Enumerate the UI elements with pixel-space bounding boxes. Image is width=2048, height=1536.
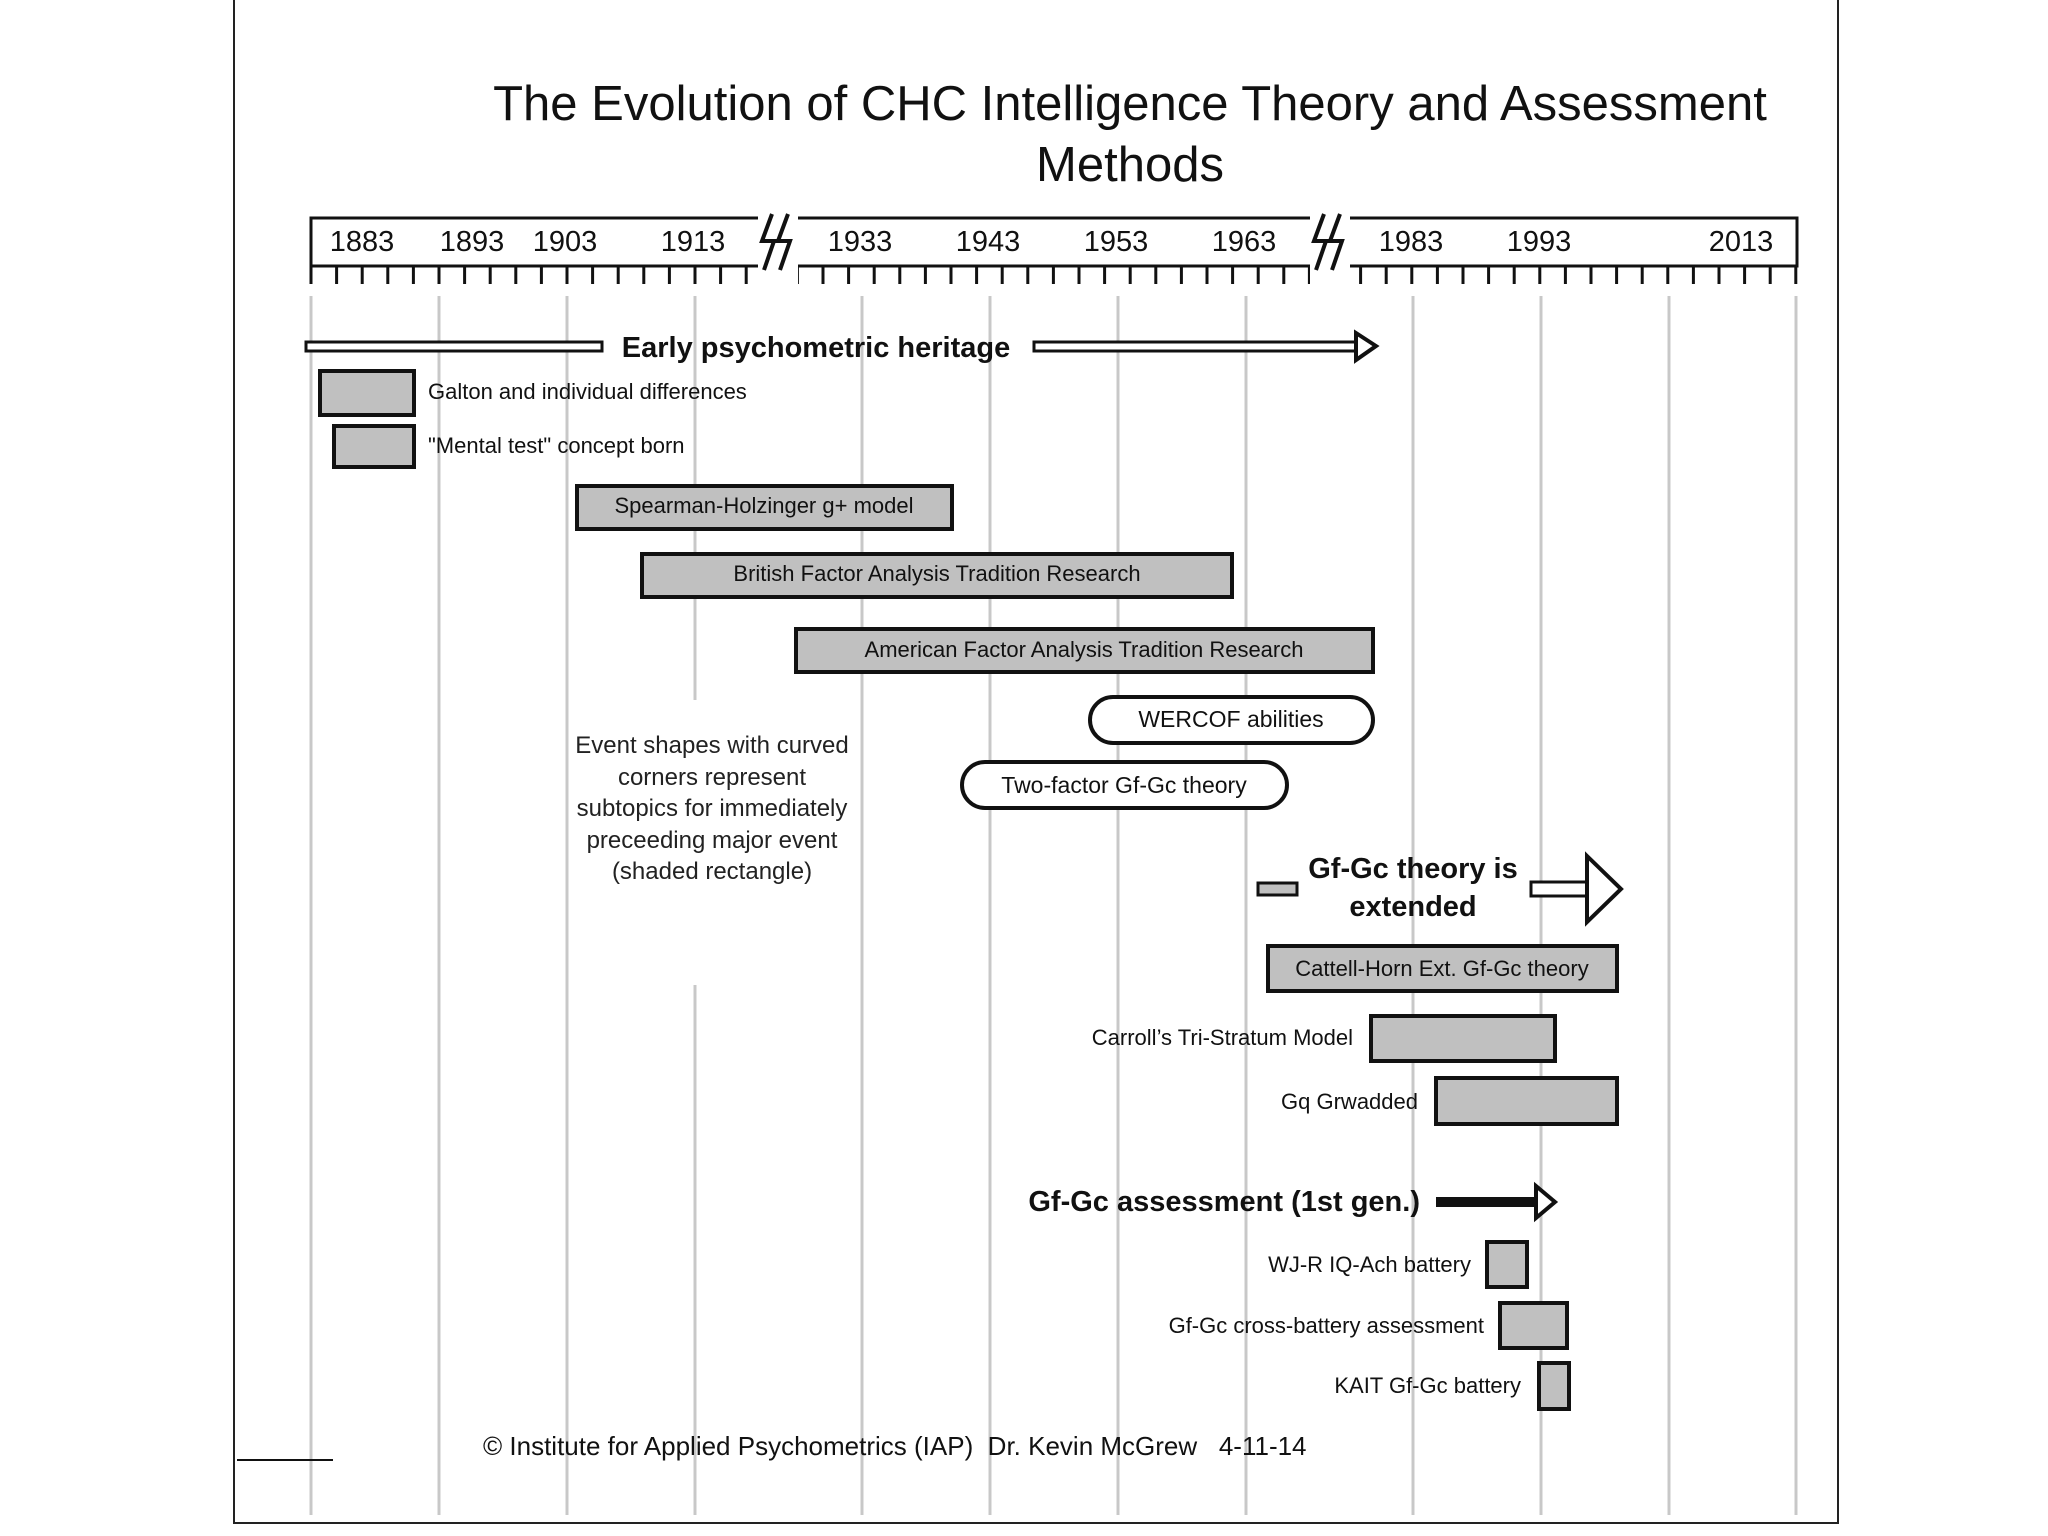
axis-break-gap [1310, 212, 1350, 288]
year-label: 1893 [439, 226, 505, 258]
header-label: Gf-Gc theory is [1308, 853, 1518, 885]
year-label: 1963 [1211, 226, 1277, 258]
event-bar [1539, 1363, 1569, 1409]
event-label: KAIT Gf-Gc battery [1334, 1373, 1521, 1398]
arrow-shaft [1034, 342, 1358, 351]
timeline-ticks [311, 266, 1796, 284]
arrow-shaft [306, 342, 602, 351]
axis-break-gap [758, 212, 798, 288]
event-bar [1500, 1303, 1567, 1348]
event-label: WJ-R IQ-Ach battery [1268, 1252, 1471, 1277]
event-bar [1371, 1016, 1555, 1061]
year-label: 1983 [1378, 226, 1444, 258]
event-bar [1487, 1242, 1527, 1287]
diagram-title: The Evolution of CHC Intelligence Theory and Assessment Methods [493, 77, 1767, 192]
year-label: 1993 [1506, 226, 1572, 258]
arrow-shaft [1258, 883, 1297, 895]
header-label: Gf-Gc assessment (1st gen.) [1028, 1186, 1420, 1218]
event-bar [320, 371, 414, 415]
year-label: 2013 [1708, 226, 1774, 258]
event-label: American Factor Analysis Tradition Research [864, 637, 1304, 662]
year-label: 1913 [660, 226, 726, 258]
event-label: "Mental test" concept born [428, 433, 685, 458]
year-label: 1943 [955, 226, 1021, 258]
header-gf-gc-assessment [1028, 1186, 1555, 1218]
year-label: 1883 [329, 226, 395, 258]
event-label: Gf-Gc cross-battery assessment [1168, 1313, 1484, 1338]
event-bar [1436, 1078, 1617, 1124]
event-label: Galton and individual differences [428, 379, 747, 404]
event-label: Gq Grwadded [1281, 1089, 1418, 1114]
year-label: 1933 [827, 226, 893, 258]
event-bar [334, 426, 414, 467]
event-label: Carroll’s Tri-Stratum Model [1091, 1025, 1353, 1050]
event-label: British Factor Analysis Tradition Research [733, 561, 1141, 586]
event-label: WERCOF abilities [1138, 706, 1324, 732]
event-label: Two-factor Gf-Gc theory [1001, 772, 1247, 798]
arrow-shaft [1436, 1197, 1538, 1207]
arrow-head [1587, 856, 1621, 922]
copyright-text: © Institute for Applied Psychometrics (IAP) Dr. Kevin McGrew 4-11-14 [483, 1431, 1307, 1461]
legend-note: Event shapes with curved corners represent subtopics for immediately preceeding major event (shaded rectangle) [575, 732, 849, 885]
header-label: Early psychometric heritage [621, 332, 1011, 364]
year-label: 1953 [1083, 226, 1149, 258]
header-gf-gc-theory-extended [1258, 853, 1621, 923]
header-label: extended [1349, 891, 1477, 923]
header-early-psychometric-heritage [306, 332, 1376, 364]
arrow-shaft [1531, 882, 1589, 896]
gridlines [311, 296, 1796, 1515]
arrow-head [1356, 333, 1376, 360]
year-label: 1903 [532, 226, 598, 258]
arrow-head [1536, 1186, 1555, 1218]
event-label: Spearman-Holzinger g+ model [614, 493, 914, 518]
event-label: Cattell-Horn Ext. Gf-Gc theory [1295, 956, 1589, 981]
